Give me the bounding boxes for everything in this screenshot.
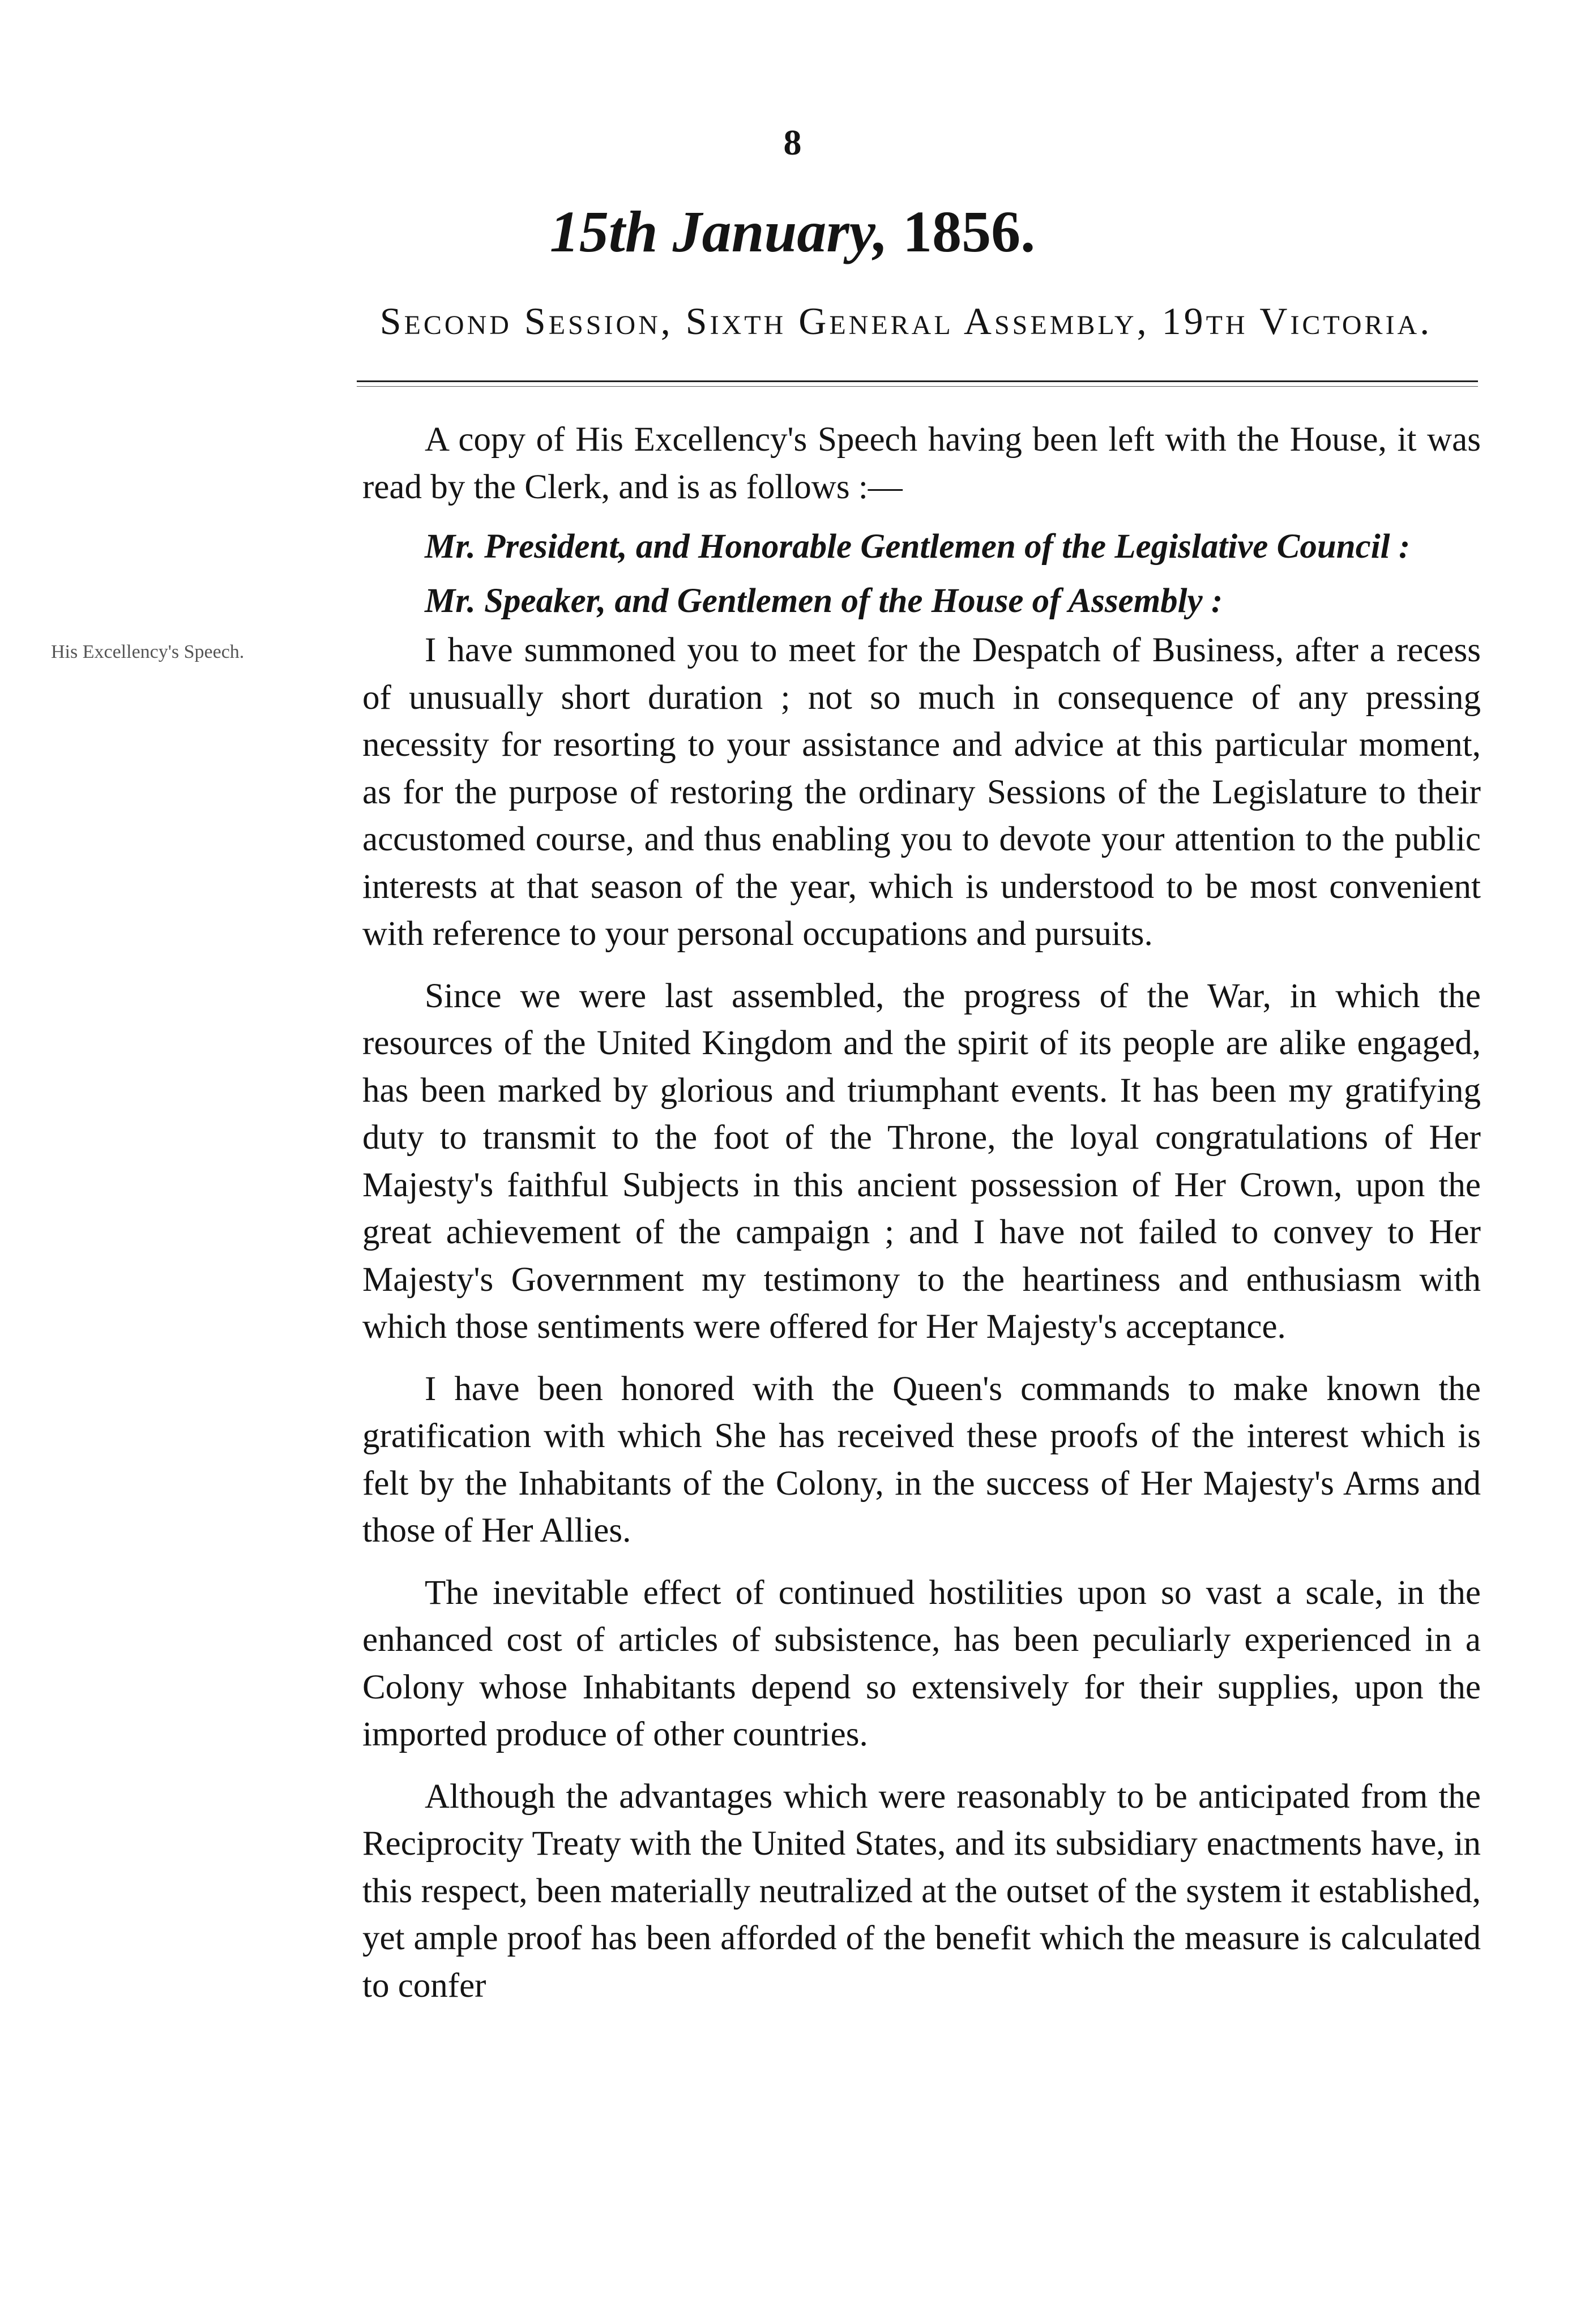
speech-paragraph: Although the advantages which were reasonably to be anticipated from the Reciprocity Treaty with the United States, and its subsidiary enactments have, in this respect, been materially neutralized at the outset of the system it established, yet ample proof has been afforded of the benefit which the measure is calculated to confer xyxy=(362,1777,1481,2005)
address-council: Mr. President, and Honorable Gentlemen of the Legislative Council : xyxy=(425,528,1411,566)
divider-rule xyxy=(357,380,1478,382)
page-number: 8 xyxy=(783,122,802,162)
speech-paragraph: I have summoned you to meet for the Despatch of Business, after a recess of unusually short duration ; not so much in consequence of any pressing necessity for resorting to your assistance and advice at this particular moment, as for the purpose of restoring the ordinary Sessions of the Legislature to their accustomed course, and thus enabling you to devote your attention to the public interests at that season of the year, which is understood to be most convenient with reference to your personal occupations and pursuits. xyxy=(362,631,1481,953)
address-assembly: Mr. Speaker, and Gentlemen of the House of Assembly : xyxy=(425,581,1223,620)
divider-rule-thin xyxy=(357,386,1478,387)
date-heading-day: 15th January, xyxy=(549,199,888,264)
document-body xyxy=(362,416,1481,2024)
speech-paragraph: Since we were last assembled, the progress of the War, in which the resources of the United Kingdom and the spirit of its people are alike engaged, has been marked by glorious and triumphant events. It has been my gratifying duty to transmit to the foot of the Throne, the loyal congratulations of Her Majesty's faithful Subjects in this ancient possession of Her Crown, upon the great achievement of the campaign ; and I have not failed to convey to Her Majesty's Government my testimony to the heartiness and enthusiasm with which those sentiments were offered for Her Majesty's acceptance. xyxy=(362,977,1481,1346)
speech-paragraph: I have been honored with the Queen's commands to make known the gratification with which She has received these proofs of the interest which is felt by the Inhabitants of the Colony, in the success of Her Majesty's Arms and those of Her Allies. xyxy=(362,1369,1481,1550)
speech-paragraph: The inevitable effect of continued hostilities upon so vast a scale, in the enhanced cost of articles of subsistence, has been peculiarly experienced in a Colony whose Inhabitants depend so extensively for their supplies, upon the imported produce of other countries. xyxy=(362,1573,1481,1753)
page-title xyxy=(0,198,1585,266)
session-subtitle: Second Session, Sixth General Assembly, 19th Victoria. xyxy=(379,299,1433,343)
intro-paragraph: A copy of His Excellency's Speech having been left with the House, it was read by the Clerk, and is as follows :— xyxy=(362,421,1481,506)
margin-note: His Excellency's Speech. xyxy=(51,641,245,662)
date-heading-year: 1856. xyxy=(903,199,1036,264)
